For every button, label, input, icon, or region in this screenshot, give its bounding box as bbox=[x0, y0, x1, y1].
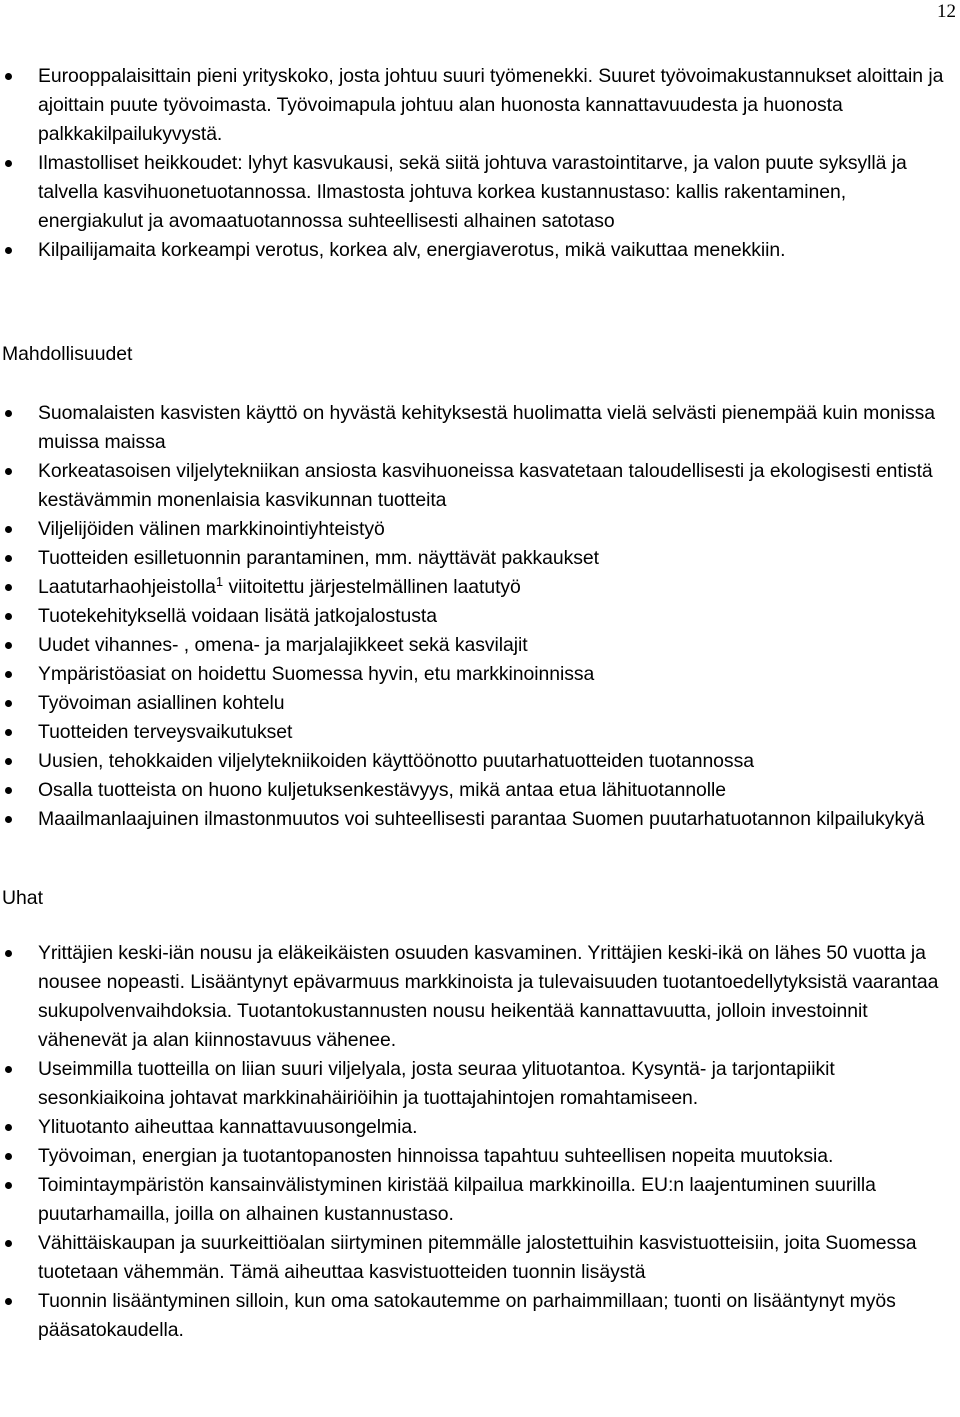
bullet-icon bbox=[5, 758, 12, 765]
list-item bbox=[0, 939, 952, 1055]
list-item bbox=[0, 718, 952, 747]
bullet-icon bbox=[5, 73, 12, 80]
list-item-text: Työvoiman, energian ja tuotantopanosten hinnoissa tapahtuu suhteellisen nopeita muutoksia. bbox=[38, 1145, 834, 1167]
list-item-text: Laatutarhaohjeistolla bbox=[38, 576, 216, 598]
bullet-icon bbox=[5, 729, 12, 736]
list-item bbox=[0, 776, 952, 805]
page-number: 12 bbox=[937, 1, 956, 22]
list-item bbox=[0, 1229, 952, 1287]
list-item-text: Korkeatasoisen viljelytekniikan ansiosta kasvihuoneissa kasvatetaan taloudellisesti ja ekologisesti entistä kestävämmin monenlaisia kasvikunnan tuotteita bbox=[38, 460, 933, 511]
list-item bbox=[0, 399, 952, 457]
bullet-icon bbox=[5, 613, 12, 620]
bullet-icon bbox=[5, 816, 12, 823]
bullet-icon bbox=[5, 1124, 12, 1131]
list-item-text: Viljelijöiden välinen markkinointiyhteistyö bbox=[38, 518, 385, 540]
bullet-icon bbox=[5, 468, 12, 475]
list-item bbox=[0, 62, 952, 149]
list-item-text: Uudet vihannes- , omena- ja marjalajikkeet sekä kasvilajit bbox=[38, 634, 528, 656]
list-item bbox=[0, 747, 952, 776]
list-item bbox=[0, 515, 952, 544]
weaknesses-list bbox=[0, 62, 952, 265]
list-item-text: Tuotekehityksellä voidaan lisätä jatkojalostusta bbox=[38, 605, 437, 627]
bullet-icon bbox=[5, 1182, 12, 1189]
list-item-text: Useimmilla tuotteilla on liian suuri viljelyala, josta seuraa ylituotantoa. Kysyntä- ja tarjontapiikit sesonkiaikoina johtavat markkinahäiriöihin ja tuottajahintojen romahtamiseen. bbox=[38, 1058, 835, 1109]
list-item bbox=[0, 1287, 952, 1345]
list-item bbox=[0, 689, 952, 718]
opportunities-heading: Mahdollisuudet bbox=[2, 343, 133, 365]
list-item-text: Tuonnin lisääntyminen silloin, kun oma satokautemme on parhaimmillaan; tuonti on lisääntynyt myös pääsatokaudella. bbox=[38, 1290, 896, 1341]
list-item-text: Kilpailijamaita korkeampi verotus, korkea alv, energiaverotus, mikä vaikuttaa menekkiin. bbox=[38, 239, 786, 261]
list-item bbox=[0, 1113, 952, 1142]
bullet-icon bbox=[5, 787, 12, 794]
list-item-text: Osalla tuotteista on huono kuljetuksenkestävyys, mikä antaa etua lähituotannolle bbox=[38, 779, 727, 801]
list-item-text: Ilmastolliset heikkoudet: lyhyt kasvukausi, sekä siitä johtuva varastointitarve, ja valon puute syksyllä ja talvella kasvihuonetuotannossa. Ilmastosta johtuva korkea kustannustaso: kallis rakentaminen, energiakulut ja avomaatuotannossa suhteellisesti alhainen satotaso bbox=[38, 152, 907, 232]
list-item bbox=[0, 457, 952, 515]
threats-heading: Uhat bbox=[2, 887, 43, 909]
bullet-icon bbox=[5, 526, 12, 533]
bullet-icon bbox=[5, 671, 12, 678]
bullet-icon bbox=[5, 1066, 12, 1073]
bullet-icon bbox=[5, 247, 12, 254]
list-item bbox=[0, 1171, 952, 1229]
list-item-text-continued: viitoitettu järjestelmällinen laatutyö bbox=[223, 576, 521, 598]
list-item bbox=[0, 544, 952, 573]
list-item-text: Tuotteiden esilletuonnin parantaminen, mm. näyttävät pakkaukset bbox=[38, 547, 599, 569]
bullet-icon bbox=[5, 160, 12, 167]
bullet-icon bbox=[5, 700, 12, 707]
opportunities-list-section bbox=[0, 399, 952, 834]
bullet-icon bbox=[5, 1240, 12, 1247]
list-item-text: Toimintaympäristön kansainvälistyminen kiristää kilpailua markkinoilla. EU:n laajentuminen suurilla puutarhamailla, joilla on alhainen kustannustaso. bbox=[38, 1174, 876, 1225]
list-item bbox=[0, 1055, 952, 1113]
list-item bbox=[0, 149, 952, 236]
opportunities-list bbox=[0, 399, 952, 834]
list-item-text: Uusien, tehokkaiden viljelytekniikoiden käyttöönotto puutarhatuotteiden tuotannossa bbox=[38, 750, 754, 772]
bullet-icon bbox=[5, 642, 12, 649]
bullet-icon bbox=[5, 584, 12, 591]
list-item-text: Ympäristöasiat on hoidettu Suomessa hyvin, etu markkinoinnissa bbox=[38, 663, 595, 685]
bullet-icon bbox=[5, 950, 12, 957]
list-item-text: Maailmanlaajuinen ilmastonmuutos voi suhteellisesti parantaa Suomen puutarhatuotannon kilpailukykyä bbox=[38, 808, 925, 830]
footnote-marker: 1 bbox=[215, 574, 224, 589]
weaknesses-list-section bbox=[0, 62, 952, 265]
list-item bbox=[0, 602, 952, 631]
list-item bbox=[0, 631, 952, 660]
list-item-text: Vähittäiskaupan ja suurkeittiöalan siirtyminen pitemmälle jalostettuihin kasvistuotteisiin, joita Suomessa tuotetaan vähemmän. Tämä aiheuttaa kasvistuotteiden tuonnin lisäystä bbox=[38, 1232, 917, 1283]
list-item-text: Yrittäjien keski-iän nousu ja eläkeikäisten osuuden kasvaminen. Yrittäjien keski-ikä on lähes 50 vuotta ja nousee nopeasti. Lisääntynyt epävarmuus markkinoista ja tulevaisuuden tuotantoedellytyksistä vaarantaa sukupolvenvaihdoksia. Tuotantokustannusten nousu heikentää kannattavuutta, jolloin investoinnit vähenevät ja alan kiinnostavuus vähenee. bbox=[38, 942, 939, 1051]
list-item bbox=[0, 805, 952, 834]
bullet-icon bbox=[5, 555, 12, 562]
list-item-text: Tuotteiden terveysvaikutukset bbox=[38, 721, 293, 743]
list-item bbox=[0, 236, 952, 265]
list-item-text: Ylituotanto aiheuttaa kannattavuusongelmia. bbox=[38, 1116, 418, 1138]
list-item bbox=[0, 573, 952, 602]
list-item bbox=[0, 660, 952, 689]
bullet-icon bbox=[5, 1298, 12, 1305]
list-item-text: Suomalaisten kasvisten käyttö on hyvästä kehityksestä huolimatta vielä selvästi pienempää kuin monissa muissa maissa bbox=[38, 402, 936, 453]
list-item bbox=[0, 1142, 952, 1171]
bullet-icon bbox=[5, 1153, 12, 1160]
threats-list bbox=[0, 939, 952, 1345]
bullet-icon bbox=[5, 410, 12, 417]
list-item-text: Eurooppalaisittain pieni yrityskoko, josta johtuu suuri työmenekki. Suuret työvoimakustannukset aloittain ja ajoittain puute työvoimasta. Työvoimapula johtuu alan huonosta kannattavuudesta ja huonosta palkkakilpailukyvystä. bbox=[38, 65, 944, 145]
list-item-text: Työvoiman asiallinen kohtelu bbox=[38, 692, 285, 714]
threats-list-section bbox=[0, 939, 952, 1345]
